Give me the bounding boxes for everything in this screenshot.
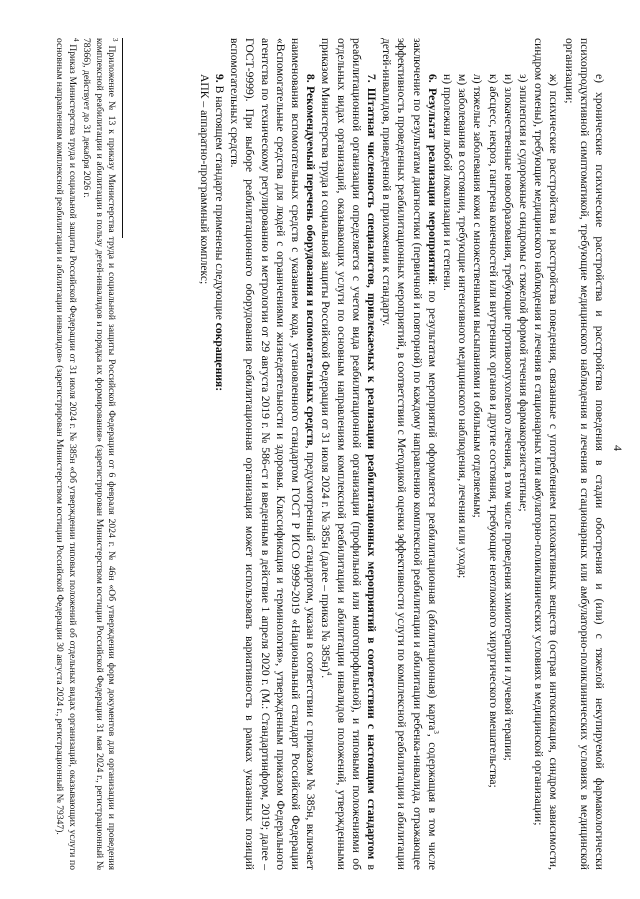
footnotes	[51, 38, 120, 870]
footnote-3-text: Приложение № 13 к приказу Министерства труда и социальной защиты Российской Федерации от 6 февраля 2024 г. № 46н «Об утверждении форм документов для организации и проведения комплексной реабилитации и абилитации в пользу детей-инвалидов и порядка их формирования» (зарегистрирован Министерством юстиции Российской Федерации 31 мая 2024 г., регистрационный № 78366), действует до 31 декабря 2026 г.	[81, 38, 117, 870]
section-6	[379, 38, 440, 870]
list-item-z: з) эпилепсия и судорожные синдромы с тяжелой формой течения фармакорезистентные;	[516, 74, 530, 512]
footnote-3	[80, 38, 120, 870]
list-item-n: н) пролежни любой локализации и степени.	[440, 74, 454, 291]
section-7	[318, 38, 379, 870]
list-item-i: и) злокачественные новообразования, требующие противоопухолевого лечения, в том числе проведения химиотерапии и лучевой терапии;	[501, 74, 515, 761]
section-7-text: в реабилитационной организации определяется с учетом вида реабилитационной организации (профильной или многопрофильной), и типовыми положениями об отдельных видах организаций, оказывающих услуги по основным направлениям комплексной реабилитации и абилитации инвалидов положений, утвержденными приказом Министерства труда и социальной защиты Российской Федерации от 31 июля 2024 г. № 385н (далее – приказ № 385н)	[319, 38, 378, 870]
section-6-heading: 6. Результат реализации мероприятий	[425, 74, 439, 282]
section-9-heading: 9.	[212, 74, 226, 83]
document-body	[197, 38, 607, 870]
section-9-abbr-label: сокращения:	[212, 322, 226, 392]
section-8-heading: 8. Рекомендуемый перечень оборудования и вспомогательных средств	[304, 74, 318, 446]
section-9	[212, 38, 227, 870]
footnote-ref-3: 3	[431, 730, 440, 734]
section-8	[227, 38, 318, 870]
rotated-document-content	[25, 18, 625, 878]
section-7-heading: 7. Штатная численность специалистов, привлекаемых к реализации реабилитационных мероприятий в соответствии с настоящим стандартом	[364, 74, 378, 860]
section-9-text: В настоящем стандарте применены следующие	[212, 82, 226, 323]
footnote-mark-4: 4	[71, 38, 80, 42]
footnote-ref-4: 4	[325, 671, 334, 676]
section-6-text-cont: , содержащая в том числе заключение по результатам диагностики (первичной и повторной) по каждому направлению комплексной реабилитации и абилитации ребенка-инвалида, отражающее эффективность проведенных реабилитационных мероприятий, в соответствии с Методикой оценки эффективности услуги по комплексной реабилитации и абилитации детей-инвалидов, приведенной в приложении к стандарту.	[380, 38, 439, 870]
footnote-mark-3: 3	[111, 38, 120, 42]
page-number: 4	[611, 445, 625, 451]
abbreviation-apk: АПК – аппаратно-программный комплекс;	[197, 74, 211, 285]
list-item-l: л) тяжелые заболевания кожи с множественными высыпаниями и обильным отделяемым;	[471, 74, 485, 518]
list-item-e: е) хронические психические расстройства и расстройства поведения в стадии обострения и (или) с тяжелой некупируемой фармакологически психопродуктивной симптоматикой, требующие медицинского наблюдения и лечения в стационарных или амбулаторно-поликлинических условиях в медицинской организации;	[562, 38, 606, 870]
section-6-text: : по результатам мероприятий оформляется реабилитационная (абилитационная) карта	[425, 281, 439, 731]
list-item-m: м) заболевания в состоянии, требующие интенсивного медицинского наблюдения, лечения или ухода;	[456, 74, 470, 579]
list-item-k: к) абсцесс, некроз, гангрена конечностей или внутренних органов и другие состояния, требующие неотложного хирургического вмешательства;	[486, 74, 500, 788]
footnote-4-text: Приказ Министерства труда и социальной защиты Российской Федерации от 31 июля 2024 г. № 385н «Об утверждении типовых положений об отдельных видах организаций, оказывающих услуги по основным направлениям комплексной реабилитации и абилитации инвалидов» (зарегистрирован Министерством юстиции Российской Федерации 30 августа 2024 г., регистрационный № 79347).	[54, 38, 78, 870]
list-item-zh: ж) психические расстройства и расстройства поведения, связанные с употреблением психоактивных веществ (острая интоксикация, синдром зависимости, синдром отмены), требующие медицинского наблюдения и лечения в стационарных или амбулаторно-поликлинических условиях в медицинской организации;	[532, 38, 561, 870]
section-7-text-end: .	[319, 675, 333, 679]
footnote-4	[53, 38, 78, 870]
section-8-text: , предусмотренный стандартом, указан в соответствии с приказом № 385н, включает наименования вспомогательных средств с указанием кода, установленного стандартом ГОСТ Р ИСО 9999-2019 «Национальный стандарт Российской Федерации «Вспомогательные средства для людей с ограничениями жизнедеятельности и здоровья. Классификация и терминология», утвержденным приказом Федерального агентства по техническому регулированию и метрологии от 29 августа 2019 г. № 586-ст и введенным в действие 1 апреля 2020 г. (М.: Стандартинформ, 2019; далее – ГОСТ-9999). При выборе реабилитационного оборудования реабилитационная организация может использовать вариативность в рамках указанных позиций вспомогательных средств.	[228, 38, 318, 870]
footnote-divider	[122, 38, 123, 238]
